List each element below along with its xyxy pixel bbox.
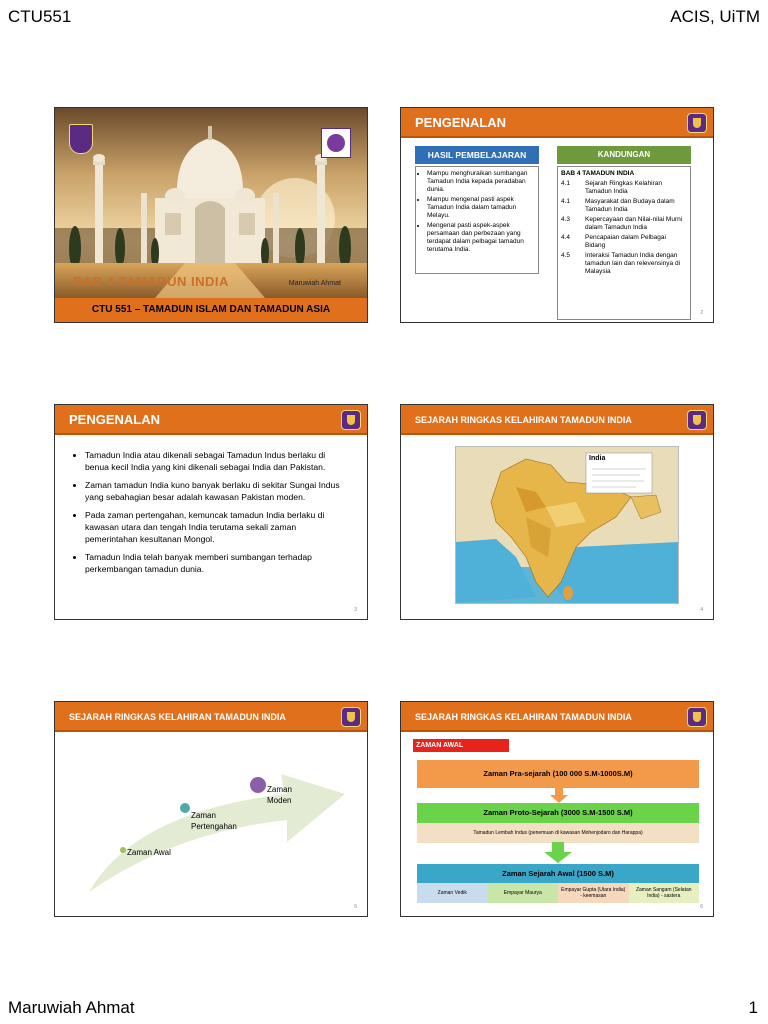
outcomes-box: [415, 166, 539, 274]
outcomes-header: HASIL PEMBELAJARAN: [415, 146, 539, 164]
era-dot-pertengahan: [180, 803, 190, 813]
bullet-item: • Pada zaman pertengahan, kemuncak tamadun India berlaku di kawasan utara dan tengah India terutama sekali zaman pemerintahan kesultanan Mongol.: [85, 509, 341, 545]
period-cell: Empayar Maurya: [488, 883, 559, 903]
period-row: [417, 883, 699, 903]
contents-item: 4.1 Sejarah Ringkas Kelahiran Tamadun India: [561, 180, 662, 195]
slide-number: 5: [354, 904, 357, 910]
slide-6: [400, 701, 714, 917]
era-label: Zaman Awal: [127, 848, 171, 857]
outcome-item: • Mengenal pasti aspek-aspek persamaan dan perbezaan yang terdapat dalam pelbagai tamadun terutama India.: [427, 222, 535, 254]
contents-item: 4.3 Kepercayaan dan Nilai-nilai Murni dalam Tamadun India: [561, 216, 683, 231]
bullet-item: • Tamadun India telah banyak memberi sumbangan terhadap perkembangan tamadun dunia.: [85, 551, 341, 575]
contents-title: BAB 4 TAMADUN INDIA: [561, 170, 635, 177]
slide-number: 2: [700, 310, 703, 316]
prehistory-box: Zaman Pra-sejarah (100 000 S.M-1000S.M): [417, 760, 699, 788]
contents-box: [557, 166, 691, 320]
bullet-item: • Tamadun India atau dikenali sebagai Tamadun Indus berlaku di benua kecil India yang kini dikenali sebagai India dan Pakistan.: [85, 449, 341, 473]
slide-number: 3: [354, 607, 357, 613]
page-header-left: CTU551: [8, 7, 72, 26]
slide-5-title: SEJARAH RINGKAS KELAHIRAN TAMADUN INDIA: [55, 702, 367, 732]
slide-4: [400, 404, 714, 620]
early-history-box: Zaman Sejarah Awal (1500 S.M): [417, 864, 699, 883]
outcome-item: • Mampu menghuraikan sumbangan Tamadun India kepada peradaban dunia.: [427, 170, 535, 194]
slide-3-title: PENGENALAN: [55, 405, 367, 435]
slide-6-title: SEJARAH RINGKAS KELAHIRAN TAMADUN INDIA: [401, 702, 713, 732]
slide-4-title: SEJARAH RINGKAS KELAHIRAN TAMADUN INDIA: [401, 405, 713, 435]
contents-item: 4.5 Interaksi Tamadun India dengan tamadun lain dan relevensinya di Malaysia: [561, 252, 681, 275]
down-arrow-1: [549, 788, 569, 804]
era-label: Zaman Moden: [267, 785, 292, 805]
india-map: [455, 446, 679, 604]
slide-number: 4: [700, 607, 703, 613]
indus-valley-box: Tamadun Lembah Indus (penemuan di kawasan Mohenjodaro dan Harappa): [417, 823, 699, 843]
map-legend-title: India: [589, 455, 606, 462]
uitm-crest-icon: [341, 410, 361, 430]
period-cell: Empayar Gupta (Utara India) - keemasan: [558, 883, 629, 903]
acis-logo-right: [321, 128, 351, 158]
page-number: 1: [748, 998, 758, 1017]
slide-1-banner: CTU 551 – TAMADUN ISLAM DAN TAMADUN ASIA: [55, 298, 367, 322]
slide-1: [54, 107, 368, 323]
era-tag: ZAMAN AWAL: [413, 739, 509, 752]
page-footer-left: Maruwiah Ahmat: [8, 998, 135, 1017]
period-cell: Zaman Sangam (Selatan India) - sastera: [629, 883, 700, 903]
slide-3: [54, 404, 368, 620]
contents-header: KANDUNGAN: [557, 146, 691, 164]
uitm-crest-icon: [687, 707, 707, 727]
contents-item: 4.4 Pencapaian dalam Pelbagai Bidang: [561, 234, 666, 249]
era-dot-awal: [120, 847, 126, 853]
india-map-illustration: [456, 447, 678, 603]
contents-item: 4.1 Masyarakat dan Budaya dalam Tamadun India: [561, 198, 675, 213]
era-dot-moden: [250, 777, 266, 793]
period-cell: Zaman Vedik: [417, 883, 488, 903]
slide-2: [400, 107, 714, 323]
outcome-item: • Mampu mengenal pasti aspek Tamadun India dalam tamadun Melayu.: [427, 196, 535, 220]
uitm-crest-icon: [341, 707, 361, 727]
uitm-crest-icon: [687, 410, 707, 430]
down-arrow-2: [543, 842, 573, 864]
era-label: Zaman Pertengahan: [191, 811, 237, 831]
uitm-crest-left: [69, 124, 93, 154]
slide-number: 6: [700, 904, 703, 910]
slide-2-title: PENGENALAN: [401, 108, 713, 138]
slide-1-author: Maruwiah Ahmat: [288, 280, 341, 287]
page-header-right: ACIS, UiTM: [670, 7, 760, 26]
slide-5: [54, 701, 368, 917]
bullet-item: • Zaman tamadun India kuno banyak berlaku di sekitar Sungai Indus yang sebahagian besar adalah kawasan Pakistan moden.: [85, 479, 341, 503]
protohistory-box: Zaman Proto-Sejarah (3000 S.M-1500 S.M): [417, 803, 699, 823]
uitm-crest-icon: [687, 113, 707, 133]
slide-1-title: BAB 4 TAMADUN INDIA: [73, 274, 229, 289]
taj-mahal-photo: [55, 108, 367, 298]
